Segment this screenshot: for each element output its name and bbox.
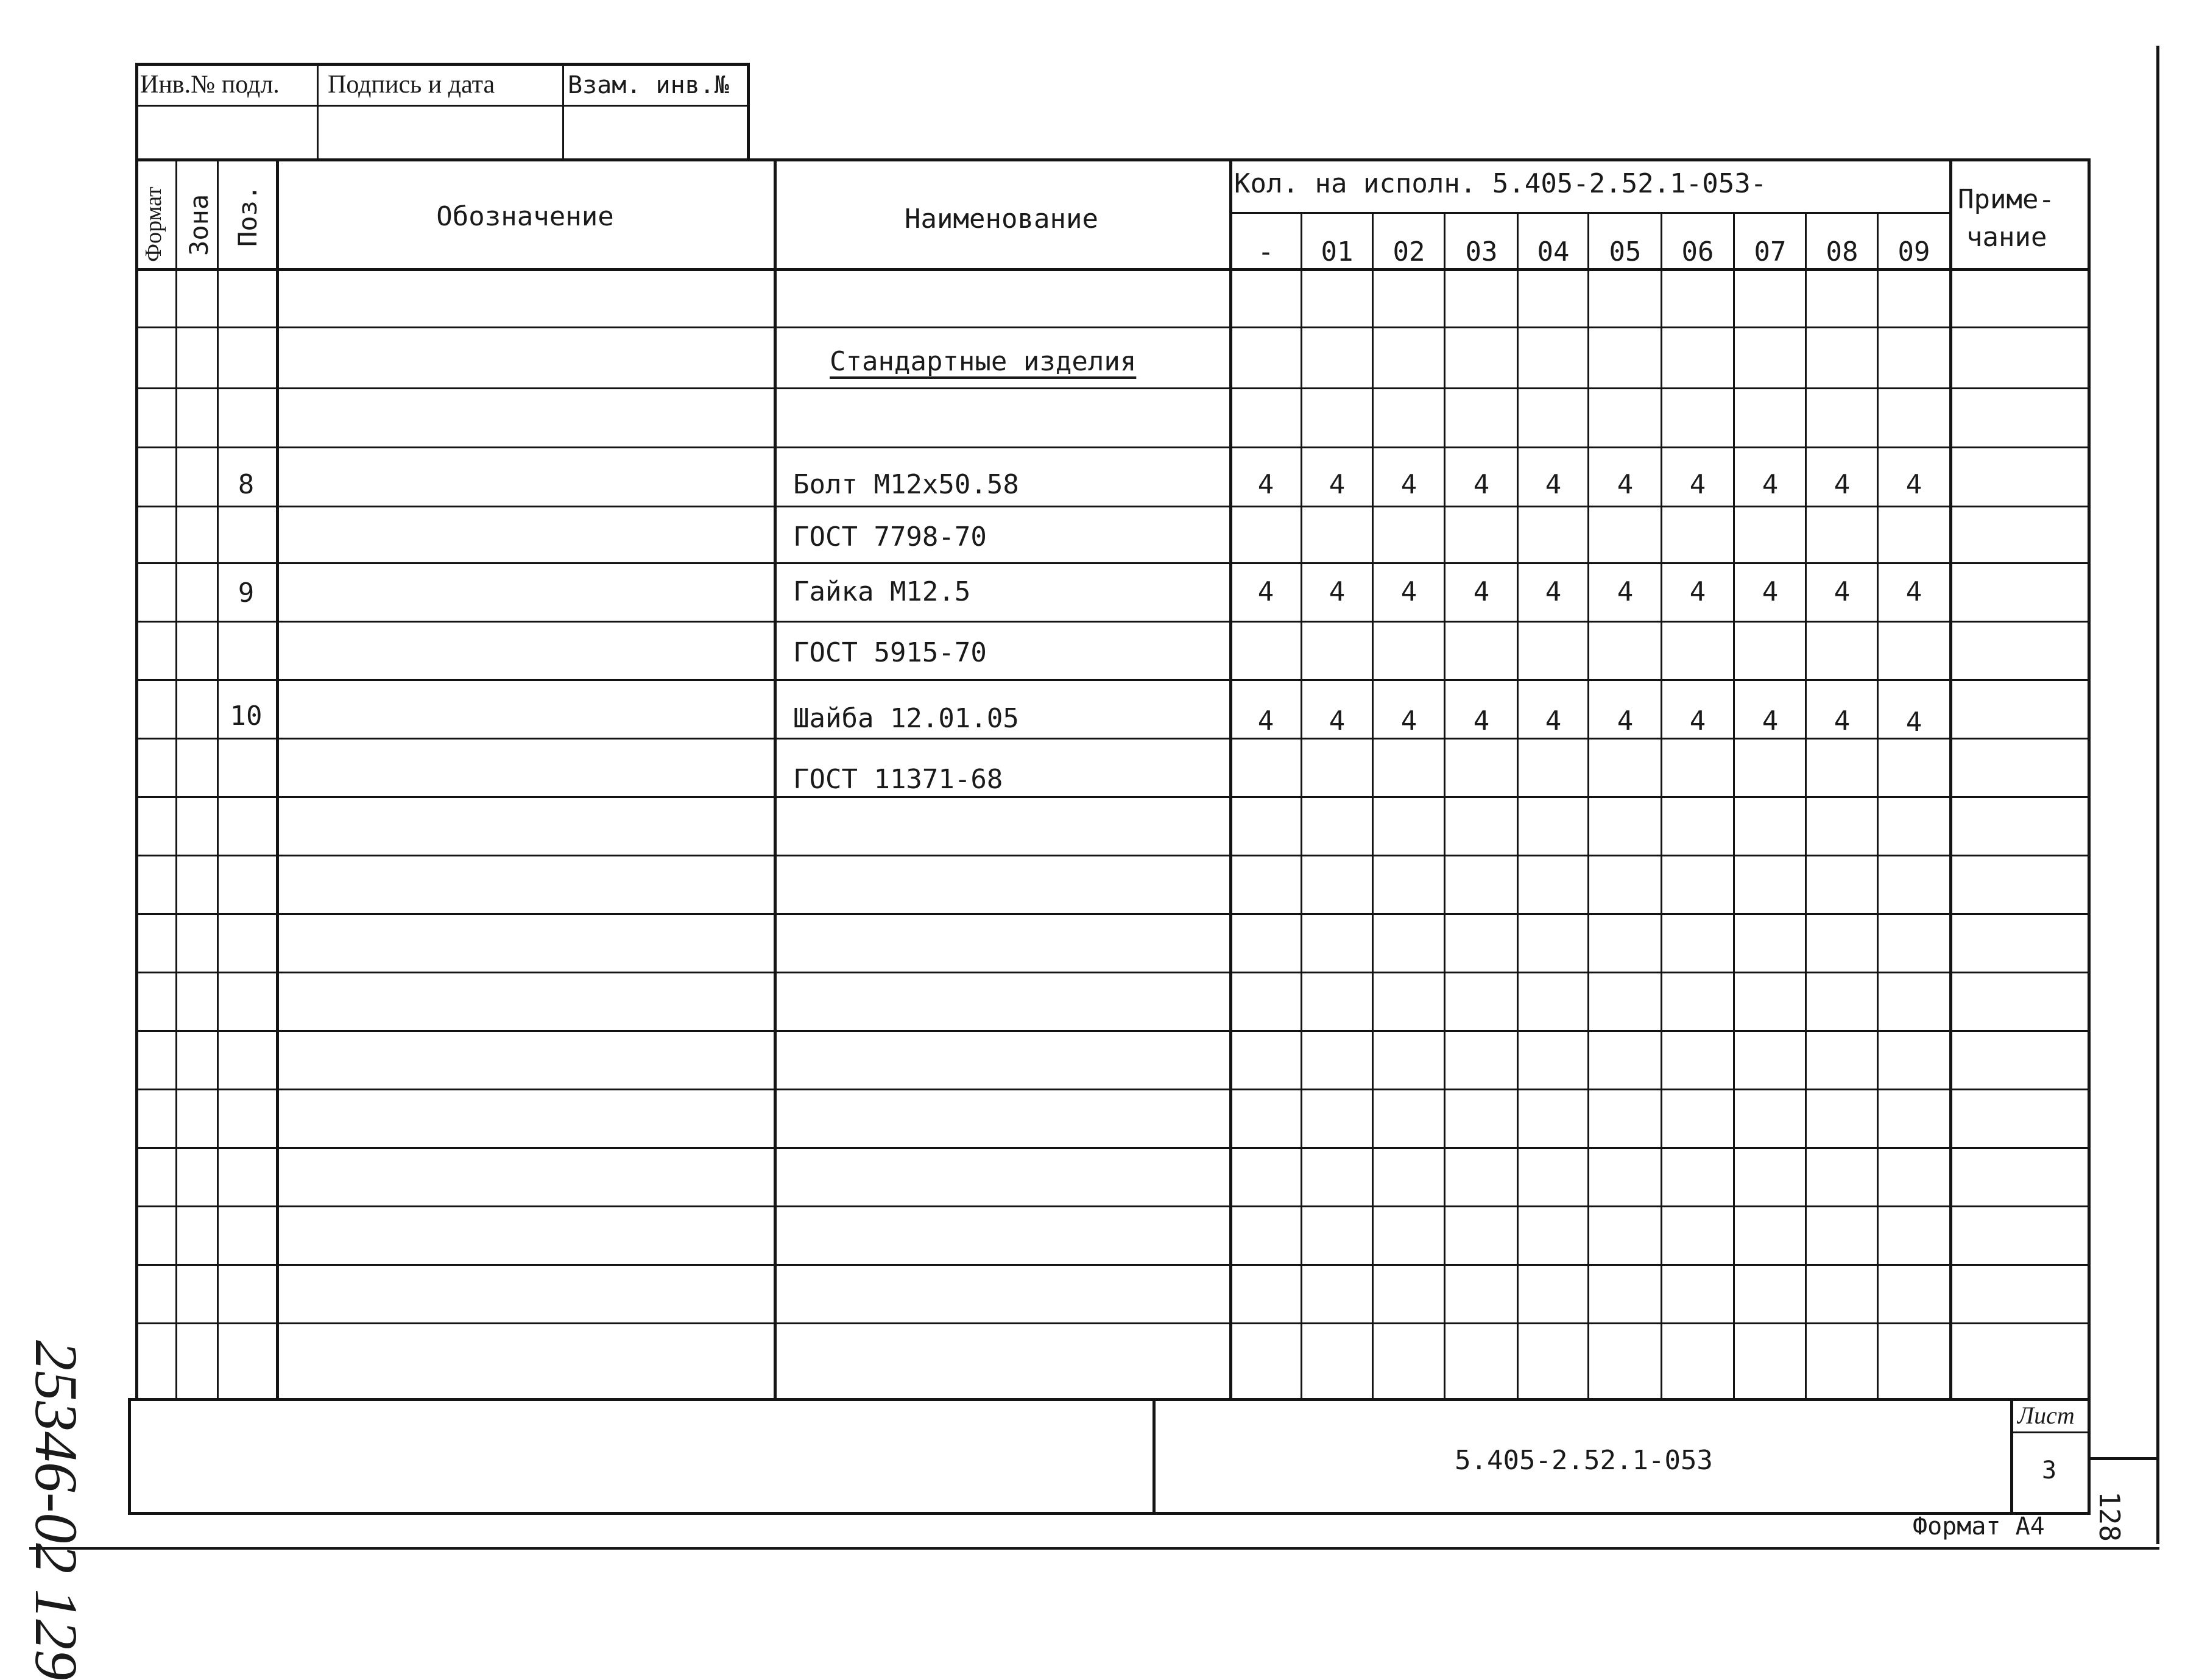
variant-header: 06 [1681, 236, 1714, 267]
list-number: 3 [2041, 1456, 2057, 1484]
row-poz: 9 [238, 577, 255, 609]
vzam-label: Взам. инв.№ [568, 71, 729, 99]
list-label: Лист [2017, 1402, 2075, 1429]
row-qty: 4 [1834, 705, 1851, 736]
row-qty: 4 [1905, 576, 1922, 607]
variant-header: 03 [1465, 236, 1498, 267]
handwritten-inventory-number: 25346-02 129 [23, 1340, 90, 1680]
row-name: ГОСТ 7798-70 [793, 521, 987, 552]
row-qty: 4 [1257, 469, 1274, 500]
row-qty: 4 [1834, 576, 1851, 607]
row-poz: 10 [230, 701, 263, 732]
podpis-label: Подпись и дата [328, 71, 495, 99]
header-naimenovanie: Наименование [905, 203, 1098, 235]
header-prim-1: Приме- [1958, 184, 2055, 215]
header-poz: Поз. [233, 185, 263, 247]
row-qty: 4 [1617, 469, 1634, 500]
row-name: Гайка М12.5 [793, 576, 971, 607]
row-qty: 4 [1473, 469, 1490, 500]
row-qty: 4 [1329, 705, 1346, 736]
row-name: Болт М12х50.58 [793, 469, 1019, 500]
row-qty: 4 [1834, 469, 1851, 500]
row-qty: 4 [1400, 576, 1417, 607]
row-qty: 4 [1545, 576, 1562, 607]
section-title: Стандартные изделия [830, 346, 1137, 377]
row-name: ГОСТ 11371-68 [793, 764, 1003, 795]
row-qty: 4 [1905, 707, 1922, 738]
row-qty: 4 [1473, 576, 1490, 607]
header-kol: Кол. на исполн. 5.405-2.52.1-053- [1234, 168, 1767, 199]
header-zona: Зона [184, 194, 214, 256]
row-qty: 4 [1257, 576, 1274, 607]
row-qty: 4 [1329, 469, 1346, 500]
row-qty: 4 [1617, 705, 1634, 736]
row-qty: 4 [1689, 469, 1706, 500]
header-prim-2: чание [1966, 222, 2047, 253]
row-qty: 4 [1689, 705, 1706, 736]
page-number: 128 [2093, 1491, 2126, 1542]
variant-header: 09 [1897, 236, 1930, 267]
row-qty: 4 [1545, 705, 1562, 736]
variant-header: 05 [1609, 236, 1642, 267]
row-name: ГОСТ 5915-70 [793, 637, 987, 668]
row-qty: 4 [1689, 576, 1706, 607]
inv-podl-label: Инв.№ подл. [140, 71, 280, 99]
format-a4-label: Формат А4 [1913, 1512, 2045, 1541]
row-qty: 4 [1762, 576, 1779, 607]
row-qty: 4 [1762, 469, 1779, 500]
row-qty: 4 [1617, 576, 1634, 607]
document-designation: 5.405-2.52.1-053 [1455, 1445, 1713, 1476]
row-qty: 4 [1473, 705, 1490, 736]
row-qty: 4 [1762, 705, 1779, 736]
variant-header: - [1257, 236, 1274, 267]
header-oboznachenie: Обозначение [436, 201, 614, 232]
row-qty: 4 [1329, 576, 1346, 607]
row-qty: 4 [1545, 469, 1562, 500]
row-qty: 4 [1905, 469, 1922, 500]
variant-header: 02 [1392, 236, 1425, 267]
variant-header: 08 [1826, 236, 1858, 267]
row-qty: 4 [1257, 705, 1274, 736]
header-format: Формат [141, 186, 166, 262]
row-poz: 8 [238, 469, 255, 500]
variant-header: 07 [1754, 236, 1787, 267]
variant-header: 04 [1537, 236, 1570, 267]
row-qty: 4 [1400, 705, 1417, 736]
row-qty: 4 [1400, 469, 1417, 500]
row-name: Шайба 12.01.05 [793, 703, 1019, 734]
variant-header: 01 [1321, 236, 1354, 267]
